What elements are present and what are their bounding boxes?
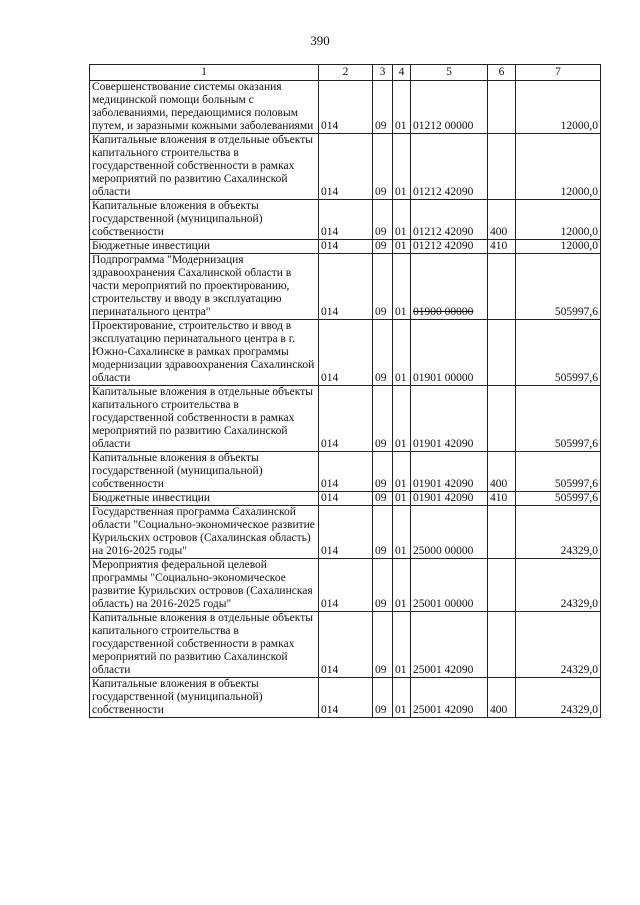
admin-code-cell: 014 xyxy=(319,452,373,492)
table-header-row xyxy=(90,65,601,81)
expense-type-cell xyxy=(488,386,516,452)
section-code-cell: 09 xyxy=(373,559,393,612)
column-header: 2 xyxy=(319,65,373,81)
expense-type-cell: 400 xyxy=(488,200,516,240)
subsection-code-cell: 01 xyxy=(393,240,411,254)
admin-code-cell: 014 xyxy=(319,320,373,386)
budget-table xyxy=(89,64,601,718)
table-row xyxy=(90,320,601,386)
row-name-cell: Капитальные вложения в отдельные объекты капитального строительства в государственной собственности в рамках мероприятий по развитию Сахалинской области xyxy=(90,612,319,678)
amount-cell: 505997,6 xyxy=(516,320,601,386)
target-code-cell: 01901 42090 xyxy=(411,492,488,506)
target-code-cell: 01900 00000 xyxy=(411,254,488,320)
section-code-cell: 09 xyxy=(373,240,393,254)
amount-cell: 505997,6 xyxy=(516,386,601,452)
amount-cell: 24329,0 xyxy=(516,612,601,678)
target-code-cell: 25001 00000 xyxy=(411,559,488,612)
row-name-cell: Капитальные вложения в объекты государственной (муниципальной) собственности xyxy=(90,452,319,492)
column-header: 4 xyxy=(393,65,411,81)
row-name-cell: Бюджетные инвестиции xyxy=(90,492,319,506)
admin-code-cell: 014 xyxy=(319,200,373,240)
subsection-code-cell: 01 xyxy=(393,386,411,452)
target-code-cell: 01901 42090 xyxy=(411,452,488,492)
column-header: 7 xyxy=(516,65,601,81)
expense-type-cell: 410 xyxy=(488,492,516,506)
subsection-code-cell: 01 xyxy=(393,452,411,492)
row-name-cell: Мероприятия федеральной целевой программы "Социально-экономическое развитие Курильских островов (Сахалинская область) на 2016-2025 годы" xyxy=(90,559,319,612)
section-code-cell: 09 xyxy=(373,81,393,134)
target-code-cell: 01212 42090 xyxy=(411,134,488,200)
row-name-cell: Подпрограмма "Модернизация здравоохранения Сахалинской области в части мероприятий по проектированию, строительству и вводу в эксплуатацию перинатального центра" xyxy=(90,254,319,320)
expense-type-cell xyxy=(488,134,516,200)
amount-cell: 24329,0 xyxy=(516,506,601,559)
subsection-code-cell: 01 xyxy=(393,320,411,386)
subsection-code-cell: 01 xyxy=(393,134,411,200)
table-row xyxy=(90,678,601,718)
target-code-cell: 01212 42090 xyxy=(411,240,488,254)
table-row xyxy=(90,559,601,612)
expense-type-cell xyxy=(488,81,516,134)
expense-type-cell: 400 xyxy=(488,452,516,492)
amount-cell: 12000,0 xyxy=(516,200,601,240)
admin-code-cell: 014 xyxy=(319,506,373,559)
amount-cell: 505997,6 xyxy=(516,492,601,506)
target-code-cell: 01901 42090 xyxy=(411,386,488,452)
column-header: 5 xyxy=(411,65,488,81)
table-row xyxy=(90,492,601,506)
amount-cell: 12000,0 xyxy=(516,134,601,200)
row-name-cell: Капитальные вложения в объекты государственной (муниципальной) собственности xyxy=(90,200,319,240)
column-header: 3 xyxy=(373,65,393,81)
table-row xyxy=(90,254,601,320)
subsection-code-cell: 01 xyxy=(393,612,411,678)
column-header: 6 xyxy=(488,65,516,81)
expense-type-cell xyxy=(488,506,516,559)
subsection-code-cell: 01 xyxy=(393,81,411,134)
column-header: 1 xyxy=(90,65,319,81)
row-name-cell: Капитальные вложения в отдельные объекты капитального строительства в государственной собственности в рамках мероприятий по развитию Сахалинской области xyxy=(90,386,319,452)
section-code-cell: 09 xyxy=(373,612,393,678)
expense-type-cell: 400 xyxy=(488,678,516,718)
amount-cell: 12000,0 xyxy=(516,81,601,134)
expense-type-cell xyxy=(488,254,516,320)
expense-type-cell xyxy=(488,612,516,678)
amount-cell: 12000,0 xyxy=(516,240,601,254)
table-row xyxy=(90,386,601,452)
section-code-cell: 09 xyxy=(373,386,393,452)
row-name-cell: Капитальные вложения в отдельные объекты капитального строительства в государственной собственности в рамках мероприятий по развитию Сахалинской области xyxy=(90,134,319,200)
section-code-cell: 09 xyxy=(373,134,393,200)
table-row xyxy=(90,506,601,559)
table-body xyxy=(90,81,601,718)
expense-type-cell xyxy=(488,559,516,612)
admin-code-cell: 014 xyxy=(319,612,373,678)
subsection-code-cell: 01 xyxy=(393,200,411,240)
section-code-cell: 09 xyxy=(373,452,393,492)
row-name-cell: Капитальные вложения в объекты государственной (муниципальной) собственности xyxy=(90,678,319,718)
table-row xyxy=(90,200,601,240)
admin-code-cell: 014 xyxy=(319,81,373,134)
admin-code-cell: 014 xyxy=(319,240,373,254)
table-row xyxy=(90,81,601,134)
expense-type-cell xyxy=(488,320,516,386)
section-code-cell: 09 xyxy=(373,200,393,240)
target-code-cell: 25001 42090 xyxy=(411,678,488,718)
section-code-cell: 09 xyxy=(373,506,393,559)
amount-cell: 24329,0 xyxy=(516,678,601,718)
subsection-code-cell: 01 xyxy=(393,678,411,718)
section-code-cell: 09 xyxy=(373,678,393,718)
subsection-code-cell: 01 xyxy=(393,559,411,612)
target-code-cell: 25001 42090 xyxy=(411,612,488,678)
expense-type-cell: 410 xyxy=(488,240,516,254)
admin-code-cell: 014 xyxy=(319,134,373,200)
admin-code-cell: 014 xyxy=(319,386,373,452)
subsection-code-cell: 01 xyxy=(393,492,411,506)
admin-code-cell: 014 xyxy=(319,492,373,506)
admin-code-cell: 014 xyxy=(319,559,373,612)
section-code-cell: 09 xyxy=(373,320,393,386)
row-name-cell: Государственная программа Сахалинской области "Социально-экономическое развитие Курильских островов (Сахалинская область) на 2016-2025 годы" xyxy=(90,506,319,559)
row-name-cell: Бюджетные инвестиции xyxy=(90,240,319,254)
target-code-cell: 25000 00000 xyxy=(411,506,488,559)
target-code-cell: 01901 00000 xyxy=(411,320,488,386)
subsection-code-cell: 01 xyxy=(393,254,411,320)
row-name-cell: Проектирование, строительство и ввод в эксплуатацию перинатального центра в г. Южно-Сахалинске в рамках программы модернизации здравоохранения Сахалинской области xyxy=(90,320,319,386)
amount-cell: 505997,6 xyxy=(516,452,601,492)
row-name-cell: Совершенствование системы оказания медицинской помощи больным с заболеваниями, передающимися половым путем, и заразными кожными заболеваниями xyxy=(90,81,319,134)
table-row xyxy=(90,134,601,200)
target-code-cell: 01212 00000 xyxy=(411,81,488,134)
subsection-code-cell: 01 xyxy=(393,506,411,559)
section-code-cell: 09 xyxy=(373,254,393,320)
admin-code-cell: 014 xyxy=(319,254,373,320)
table-row xyxy=(90,452,601,492)
admin-code-cell: 014 xyxy=(319,678,373,718)
section-code-cell: 09 xyxy=(373,492,393,506)
page-number: 390 xyxy=(310,33,330,48)
table-row xyxy=(90,612,601,678)
target-code-cell: 01212 42090 xyxy=(411,200,488,240)
table-row xyxy=(90,240,601,254)
amount-cell: 24329,0 xyxy=(516,559,601,612)
amount-cell: 505997,6 xyxy=(516,254,601,320)
